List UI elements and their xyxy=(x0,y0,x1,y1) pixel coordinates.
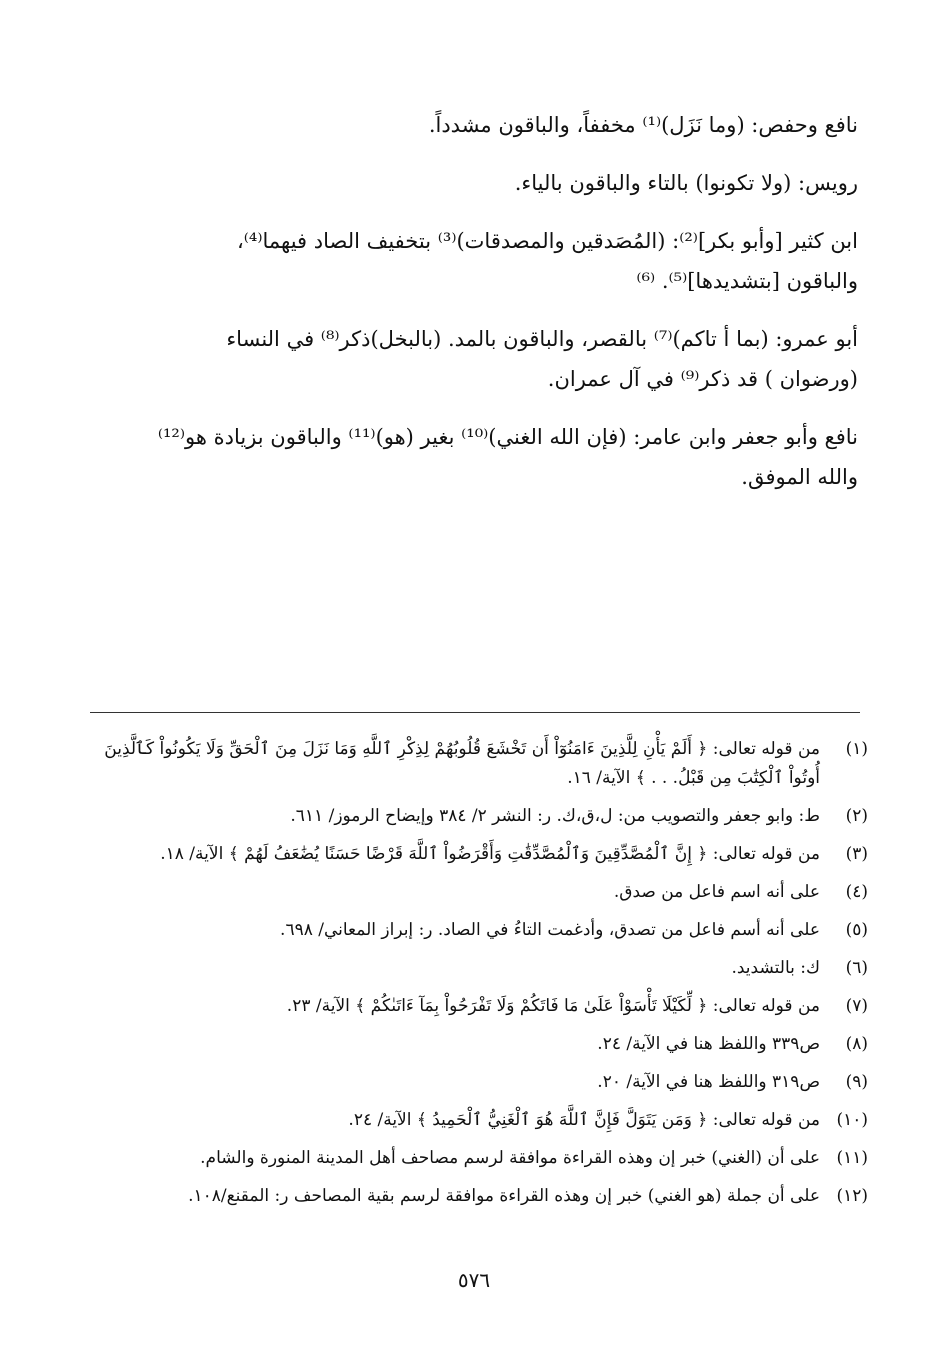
footnote-number: (٣) xyxy=(845,844,868,864)
footnote-5 xyxy=(90,916,868,945)
footnote-number: (١٠) xyxy=(836,1110,868,1130)
footnote-text xyxy=(90,878,820,907)
footnote-number: (٢) xyxy=(845,806,868,826)
footnote-text xyxy=(90,735,820,793)
footnote-8 xyxy=(90,1030,868,1059)
footnote-text xyxy=(90,1106,820,1135)
footnote-text xyxy=(90,954,820,983)
footnote-2 xyxy=(90,802,868,831)
paragraph-2 xyxy=(90,163,858,203)
footnote-9 xyxy=(90,1068,868,1097)
footnote-text xyxy=(90,992,820,1021)
footnote-text xyxy=(90,916,820,945)
footnote-line: من قوله تعالى: ﴿ إِنَّ ٱلْمُصَّدِّقِينَ وَٱلْمُصَّدِّقَٰتِ وَأَقْرَضُواْ ٱللَّهَ قَرْضًا حَسَنًا يُضَٰعَفُ لَهُمْ ﴾ الآية/ ١٨. xyxy=(160,844,820,864)
footnote-line: ك: بالتشديد. xyxy=(731,958,820,978)
footnote-line: من قوله تعالى: ﴿ لِّكَيْلَا تَأْسَوْاْ عَلَىٰ مَا فَاتَكُمْ وَلَا تَفْرَحُواْ بِمَآ ءَاتَىٰكُمْ ﴾ الآية/ ٢٣. xyxy=(286,996,820,1016)
footnote-line: ص٣٣٩ واللفظ هنا في الآية/ ٢٤. xyxy=(597,1034,820,1054)
footnote-4 xyxy=(90,878,868,907)
footnote-number: (٦) xyxy=(845,958,868,978)
footnote-number: (٧) xyxy=(845,996,868,1016)
text-line: نافع وحفص: (وما نَزَل)⁽¹⁾ مخففاً، والباقون مشدداً. xyxy=(428,113,858,137)
paragraph-4 xyxy=(90,319,858,399)
footnote-3 xyxy=(90,840,868,869)
text-line: رويس: (ولا تكونوا) بالتاء والباقون بالياء. xyxy=(514,171,858,195)
footnote-line: من قوله تعالى: ﴿ وَمَن يَتَوَلَّ فَإِنَّ ٱللَّهَ هُوَ ٱلْغَنِيُّ ٱلْحَمِيدُ ﴾ الآية/ ٢٤. xyxy=(348,1110,820,1130)
text-line: ابن كثير [وأبو بكر]⁽²⁾: (المُصَدقين والمصدقات)⁽³⁾ بتخفيف الصاد فيهما⁽⁴⁾، xyxy=(236,229,858,253)
footnote-separator xyxy=(90,712,860,713)
footnote-line: على أن (الغني) خبر إن وهذه القراءة موافقة لرسم مصاحف أهل المدينة المنورة والشام. xyxy=(200,1148,820,1168)
paragraph-3 xyxy=(90,221,858,301)
footnote-number: (٥) xyxy=(845,920,868,940)
paragraph-5 xyxy=(90,417,858,497)
text-line: نافع وأبو جعفر وابن عامر: (فإن الله الغني)⁽¹⁰⁾ بغير (هو)⁽¹¹⁾ والباقون بزيادة هو⁽¹²⁾ xyxy=(157,425,858,449)
footnote-line: على أنه اسم فاعل من صدق. xyxy=(613,882,820,902)
footnote-11 xyxy=(90,1144,868,1173)
footnote-number: (٨) xyxy=(845,1034,868,1054)
footnote-text xyxy=(90,840,820,869)
footnote-line: أُوتُواْ ٱلْكِتَٰبَ مِن قَبْلُ. . . ﴾ الآية/ ١٦. xyxy=(567,768,820,788)
text-line: والله الموفق. xyxy=(741,465,858,489)
footnote-7 xyxy=(90,992,868,1021)
main-text xyxy=(90,105,858,515)
paragraph-1 xyxy=(90,105,858,145)
text-line: والباقون [بتشديدها]⁽⁵⁾. ⁽⁶⁾ xyxy=(636,269,858,293)
footnote-text xyxy=(90,802,820,831)
footnote-number: (١) xyxy=(845,739,868,759)
footnote-number: (١١) xyxy=(836,1148,868,1168)
footnote-line: على أن جملة (هو الغني) خبر إن وهذه القراءة موافقة لرسم بقية المصاحف ر: المقنع/١٠٨. xyxy=(188,1186,820,1206)
footnote-number: (٤) xyxy=(845,882,868,902)
footnote-line: ص٣١٩ واللفظ هنا في الآية/ ٢٠. xyxy=(597,1072,820,1092)
footnote-text xyxy=(90,1068,820,1097)
footnote-line: ط: وابو جعفر والتصويب من: ل،ق،ك. ر: النشر ٢/ ٣٨٤ وإيضاح الرموز/ ٦١١. xyxy=(290,806,820,826)
footnote-number: (٩) xyxy=(845,1072,868,1092)
footnote-12 xyxy=(90,1182,868,1211)
text-line: أبو عمرو: (بما أ تاكم)⁽⁷⁾ بالقصر، والباقون بالمد. (بالبخل)ذكر⁽⁸⁾ في النساء xyxy=(226,327,858,351)
footnote-6 xyxy=(90,954,868,983)
footnotes xyxy=(90,735,868,1220)
page-number: ٥٧٦ xyxy=(457,1268,491,1292)
footnote-text xyxy=(90,1144,820,1173)
footnote-line: من قوله تعالى: ﴿ أَلَمْ يَأْنِ لِلَّذِينَ ءَامَنُوٓاْ أَن تَخْشَعَ قُلُوبُهُمْ لِذِكْرِ ٱللَّهِ وَمَا نَزَلَ مِنَ ٱلْحَقِّ وَلَا يَكُونُواْ كَٱلَّذِينَ xyxy=(104,739,820,759)
footnote-text xyxy=(90,1030,820,1059)
footnote-10 xyxy=(90,1106,868,1135)
text-line: (ورضوان ) قد ذكر⁽⁹⁾ في آل عمران. xyxy=(547,367,858,391)
footnote-line: على أنه أسم فاعل من تصدق، وأدغمت التاءُ في الصاد. ر: إبراز المعاني/ ٦٩٨. xyxy=(280,920,820,940)
footnote-text xyxy=(90,1182,820,1211)
footnote-1 xyxy=(90,735,868,793)
footnote-number: (١٢) xyxy=(836,1186,868,1206)
